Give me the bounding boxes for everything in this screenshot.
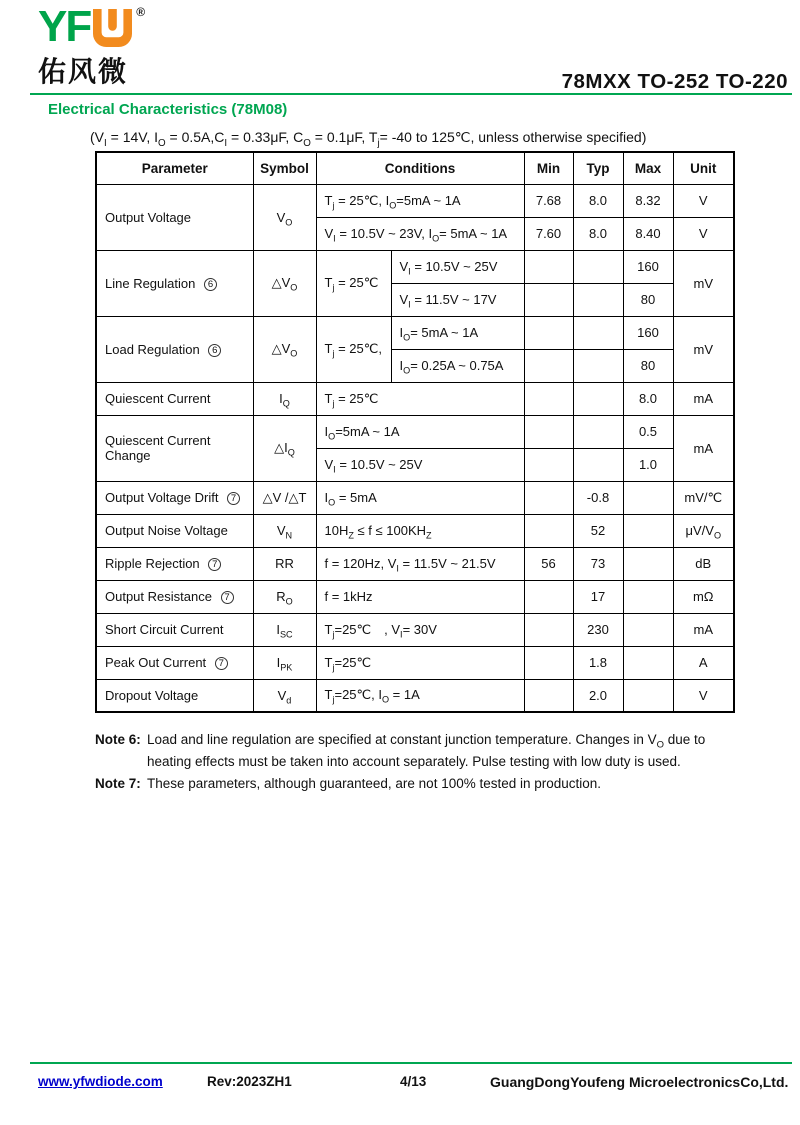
table-header-row [96, 152, 734, 184]
unit-cell: mΩ [673, 580, 734, 613]
condition-cell: $I_O= 5mA$ ~ 1A [391, 316, 524, 349]
param-cell: Line Regulation 6 [96, 250, 253, 316]
condition-cell: $T_j=25℃$ [316, 646, 524, 679]
condition-cell: $I_O= 0.25A$ ~ 0.75A [391, 349, 524, 382]
condition-cell: $T_j$ = 25℃, $I_O=5mA$ ~ 1A [316, 184, 524, 217]
circled-note-ref-icon: 7 [215, 657, 228, 670]
unit-cell: mV/℃ [673, 481, 734, 514]
header-divider [30, 93, 792, 95]
note-7 [95, 773, 720, 795]
condition-cell: f = 1kHz [316, 580, 524, 613]
min-cell-empty [524, 250, 573, 283]
revision-label: Rev:2023ZH1 [207, 1074, 292, 1089]
max-cell-empty [623, 580, 673, 613]
param-cell: Dropout Voltage [96, 679, 253, 712]
condition-cell: $T_j=25℃$, $I_O = 1A$ [316, 679, 524, 712]
max-cell: 80 [623, 283, 673, 316]
condition-cell: $V_I = 10.5V$ ~ 25V [391, 250, 524, 283]
symbol-cell: $\triangle V_O$ [253, 316, 316, 382]
col-header-parameter: Parameter [96, 152, 253, 184]
max-cell-empty [623, 646, 673, 679]
col-header-unit: Unit [673, 152, 734, 184]
typ-cell-empty [573, 382, 623, 415]
param-cell: Quiescent Current [96, 382, 253, 415]
max-cell: 80 [623, 349, 673, 382]
max-cell: 160 [623, 250, 673, 283]
notes-section [95, 729, 720, 795]
typ-cell: 230 [573, 613, 623, 646]
typ-cell: 2.0 [573, 679, 623, 712]
test-conditions-line: ($V_I = 14V$, $I_O = 0.5A,C_I = 0.33\mu F$, $C_O = 0.1\mu F$, $T_j= -40$ to 125℃, unless otherwise specified) [90, 129, 647, 149]
typ-cell: 8.0 [573, 217, 623, 250]
yfw-logo [38, 2, 146, 90]
typ-cell: 73 [573, 547, 623, 580]
symbol-cell: RR [253, 547, 316, 580]
symbol-cell: $V_d$ [253, 679, 316, 712]
circled-note-ref-icon: 6 [204, 278, 217, 291]
circled-note-ref-icon: 6 [208, 344, 221, 357]
min-cell-empty [524, 679, 573, 712]
note-6 [95, 729, 720, 773]
table-row [96, 646, 734, 679]
col-header-conditions: Conditions [316, 152, 524, 184]
max-cell: 0.5 [623, 415, 673, 448]
param-cell: Ripple Rejection 7 [96, 547, 253, 580]
logo-row [38, 2, 146, 51]
page-number: 4/13 [400, 1074, 427, 1089]
logo-w-glyph-icon [92, 9, 133, 47]
typ-cell-empty [573, 316, 623, 349]
section-title: Electrical Characteristics (78M08) [48, 101, 288, 118]
unit-cell: $\mu V/V_O$ [673, 514, 734, 547]
table-row [96, 184, 734, 217]
condition-cell: $I_O=5mA$ ~ 1A [316, 415, 524, 448]
typ-cell-empty [573, 283, 623, 316]
table-row [96, 382, 734, 415]
unit-cell: V [673, 184, 734, 217]
symbol-cell: $I_Q$ [253, 382, 316, 415]
min-cell-empty [524, 382, 573, 415]
typ-cell: 52 [573, 514, 623, 547]
max-cell-empty [623, 514, 673, 547]
table-row [96, 580, 734, 613]
table-row [96, 316, 734, 349]
max-cell: 160 [623, 316, 673, 349]
col-header-max: Max [623, 152, 673, 184]
note-6-text: Load and line regulation are specified at constant junction temperature. Changes in $V_O$ due to heating effects must be taken into account separately. Pulse testing with low duty is used. [147, 732, 706, 769]
condition-common-cell: $T_j$ = 25℃ [316, 250, 391, 316]
min-cell-empty [524, 646, 573, 679]
min-cell-empty [524, 283, 573, 316]
unit-cell: mV [673, 250, 734, 316]
unit-cell: mA [673, 415, 734, 481]
min-cell-empty [524, 448, 573, 481]
min-cell-empty [524, 481, 573, 514]
typ-cell: 1.8 [573, 646, 623, 679]
table-row [96, 415, 734, 448]
min-cell-empty [524, 415, 573, 448]
typ-cell-empty [573, 415, 623, 448]
symbol-cell: $R_O$ [253, 580, 316, 613]
unit-cell: mA [673, 382, 734, 415]
min-cell-empty [524, 514, 573, 547]
website-link[interactable]: www.yfwdiode.com [38, 1074, 163, 1089]
param-cell: Output Voltage Drift 7 [96, 481, 253, 514]
typ-cell: 17 [573, 580, 623, 613]
param-cell: Peak Out Current 7 [96, 646, 253, 679]
condition-cell: $T_j$ = 25℃ [316, 382, 524, 415]
table-row [96, 481, 734, 514]
condition-cell: $V_I = 10.5V$ ~ 25V [316, 448, 524, 481]
unit-cell: V [673, 217, 734, 250]
max-cell: 8.40 [623, 217, 673, 250]
typ-cell-empty [573, 448, 623, 481]
col-header-symbol: Symbol [253, 152, 316, 184]
typ-cell-empty [573, 349, 623, 382]
condition-cell: f = 120Hz, $V_I = 11.5V$ ~ 21.5V [316, 547, 524, 580]
table-row [96, 613, 734, 646]
circled-note-ref-icon: 7 [227, 492, 240, 505]
min-cell: 7.60 [524, 217, 573, 250]
typ-cell-empty [573, 250, 623, 283]
table-row [96, 514, 734, 547]
col-header-min: Min [524, 152, 573, 184]
symbol-cell: △V /△T [253, 481, 316, 514]
param-cell: Quiescent Current Change [96, 415, 253, 481]
max-cell: 8.0 [623, 382, 673, 415]
note-6-label: Note 6: [95, 732, 141, 747]
logo-chinese-text: 佑风微 [38, 55, 129, 88]
document-title: 78MXX TO-252 TO-220 [561, 70, 788, 93]
col-header-typ: Typ [573, 152, 623, 184]
min-cell-empty [524, 349, 573, 382]
max-cell-empty [623, 547, 673, 580]
registered-trademark-icon: ® [136, 5, 146, 19]
max-cell-empty [623, 679, 673, 712]
circled-note-ref-icon: 7 [208, 558, 221, 571]
symbol-cell: $V_N$ [253, 514, 316, 547]
symbol-cell: $\triangle I_Q$ [253, 415, 316, 481]
circled-note-ref-icon: 7 [221, 591, 234, 604]
unit-cell: dB [673, 547, 734, 580]
max-cell: 8.32 [623, 184, 673, 217]
min-cell-empty [524, 316, 573, 349]
min-cell: 56 [524, 547, 573, 580]
param-cell: Output Resistance 7 [96, 580, 253, 613]
company-name: GuangDongYoufeng MicroelectronicsCo,Ltd. [490, 1074, 789, 1090]
footer-divider [30, 1062, 792, 1064]
min-cell-empty [524, 613, 573, 646]
unit-cell: A [673, 646, 734, 679]
note-7-label: Note 7: [95, 775, 141, 791]
table-row [96, 679, 734, 712]
condition-cell: $I_O = 5mA$ [316, 481, 524, 514]
symbol-cell: $V_O$ [253, 184, 316, 250]
param-cell: Output Voltage [96, 184, 253, 250]
min-cell-empty [524, 580, 573, 613]
symbol-cell: $I_{SC}$ [253, 613, 316, 646]
typ-cell: 8.0 [573, 184, 623, 217]
condition-cell: $T_j=25℃$ , $V_I= 30V$ [316, 613, 524, 646]
electrical-characteristics-table [95, 151, 735, 713]
condition-common-cell: $T_j$ = 25℃, [316, 316, 391, 382]
condition-cell: $10H_Z \le f \le 100KH_Z$ [316, 514, 524, 547]
max-cell-empty [623, 613, 673, 646]
param-cell: Short Circuit Current [96, 613, 253, 646]
unit-cell: V [673, 679, 734, 712]
note-7-text: These parameters, although guaranteed, are not 100% tested in production. [147, 775, 602, 791]
max-cell: 1.0 [623, 448, 673, 481]
table-row [96, 547, 734, 580]
typ-cell: -0.8 [573, 481, 623, 514]
table-row [96, 250, 734, 283]
param-cell: Output Noise Voltage [96, 514, 253, 547]
unit-cell: mV [673, 316, 734, 382]
max-cell-empty [623, 481, 673, 514]
min-cell: 7.68 [524, 184, 573, 217]
logo-text-yf: YF [38, 2, 91, 51]
condition-cell: $V_I = 10.5V$ ~ 23V, $I_O= 5mA$ ~ 1A [316, 217, 524, 250]
param-cell: Load Regulation 6 [96, 316, 253, 382]
condition-cell: $V_I = 11.5V$ ~ 17V [391, 283, 524, 316]
unit-cell: mA [673, 613, 734, 646]
symbol-cell: $I_{PK}$ [253, 646, 316, 679]
page-footer [0, 1074, 800, 1098]
symbol-cell: $\triangle V_O$ [253, 250, 316, 316]
